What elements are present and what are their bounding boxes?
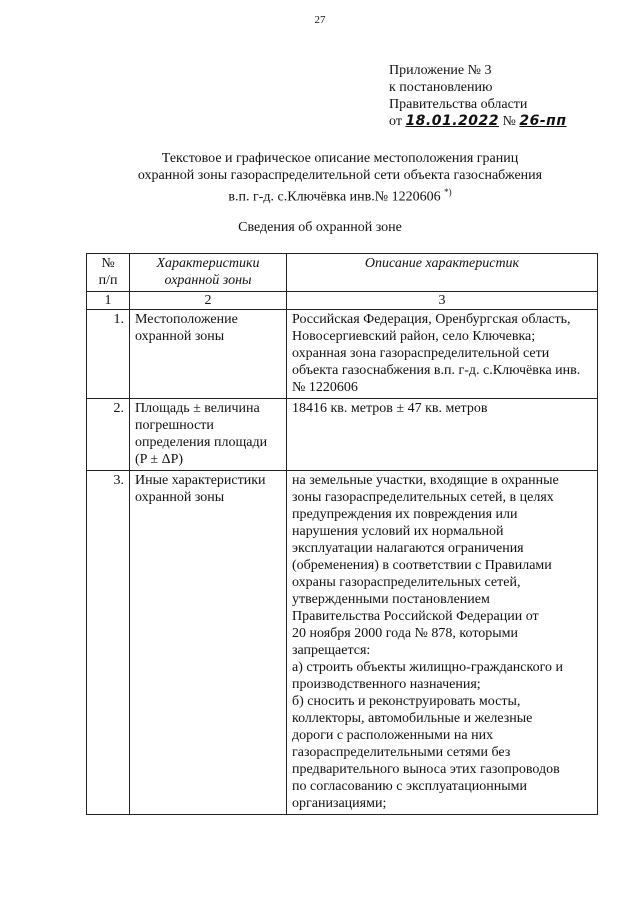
appendix-line: Приложение № 3: [389, 63, 492, 78]
title-line: Текстовое и графическое описание местоположения границ: [161, 151, 519, 166]
title-line-last: [60, 184, 620, 206]
document-title: [60, 150, 620, 206]
appendix-line: к постановлению: [389, 80, 493, 95]
description-line: (обременения) в соответствии с Правилами: [292, 558, 552, 573]
table-row: [87, 399, 598, 471]
table-row: [87, 310, 598, 399]
description-line: по согласованию с эксплуатационными: [292, 779, 527, 794]
table-header-row: [87, 254, 598, 292]
table-index-row: [87, 292, 598, 310]
header-text: п/п: [98, 273, 118, 288]
description-line: 20 ноября 2000 года № 878, которыми: [292, 626, 519, 641]
description-line: утвержденными постановлением: [292, 592, 490, 607]
header-text: №: [101, 256, 115, 271]
description-line: а) строить объекты жилищно-гражданского и: [292, 660, 563, 675]
table-row: [87, 471, 598, 815]
description-line: газораспределительными сетями без: [292, 745, 511, 760]
handwritten-date: 18.01.2022: [405, 113, 500, 129]
title-line: в.п. г-д. с.Ключёвка инв.№ 1220606: [228, 189, 441, 205]
number-prefix: №: [502, 114, 516, 129]
row-characteristic: Иные характеристики охранной зоны: [130, 471, 287, 815]
description-line: предварительного выноса этих газопроводов: [292, 762, 560, 777]
description-line: Правительства Российской Федерации от: [292, 609, 539, 624]
header-description: Описание характеристик: [287, 254, 598, 292]
section-title: Сведения об охранной зоне: [238, 220, 402, 235]
header-num: [87, 254, 130, 292]
date-prefix: от: [389, 114, 402, 129]
row-number: 2.: [87, 399, 130, 471]
row-number: 1.: [87, 310, 130, 399]
index-cell: 2: [130, 292, 287, 310]
zone-info-table: [86, 253, 598, 815]
description-line: запрещается:: [292, 643, 371, 658]
description-line: эксплуатации налагаются ограничения: [292, 541, 524, 556]
description-line: коллекторы, автомобильные и железные: [292, 711, 533, 726]
index-cell: 3: [287, 292, 598, 310]
description-line: на земельные участки, входящие в охранные: [292, 473, 559, 488]
page-number: 27: [314, 14, 326, 26]
row-description-lines: [287, 471, 598, 815]
description-line: дороги с расположенными на них: [292, 728, 494, 743]
description-line: производственного назначения;: [292, 677, 481, 692]
appendix-date-line: [389, 113, 567, 130]
row-number: 3.: [87, 471, 130, 815]
description-line: предупреждения их повреждения или: [292, 507, 518, 522]
handwritten-number: 26-пп: [519, 113, 567, 129]
row-characteristic: Местоположение охранной зоны: [130, 310, 287, 399]
row-description: Российская Федерация, Оренбургская область, Новосергиевский район, село Ключевка; охранная зона газораспределительной сети объекта газоснабжения в.п. г-д. с.Ключёвка инв.№ 1220606: [287, 310, 598, 399]
header-text: Характеристики: [156, 256, 260, 271]
header-text: охранной зоны: [164, 273, 252, 288]
index-cell: 1: [87, 292, 130, 310]
description-line: зоны газораспределительных сетей, в целях: [292, 490, 554, 505]
appendix-block: [389, 62, 567, 130]
description-line: б) сносить и реконструировать мосты,: [292, 694, 521, 709]
description-line: нарушения условий их нормальной: [292, 524, 504, 539]
header-characteristic: [130, 254, 287, 292]
title-line: охранной зоны газораспределительной сети объекта газоснабжения: [137, 168, 543, 183]
description-line: охраны газораспределительных сетей,: [292, 575, 521, 590]
description-line: организациями;: [292, 796, 387, 811]
row-description: 18416 кв. метров ± 47 кв. метров: [287, 399, 598, 471]
appendix-line: Правительства области: [389, 97, 528, 112]
row-characteristic: Площадь ± величина погрешности определения площади (P ± ΔP): [130, 399, 287, 471]
footnote-mark: *): [444, 187, 452, 197]
